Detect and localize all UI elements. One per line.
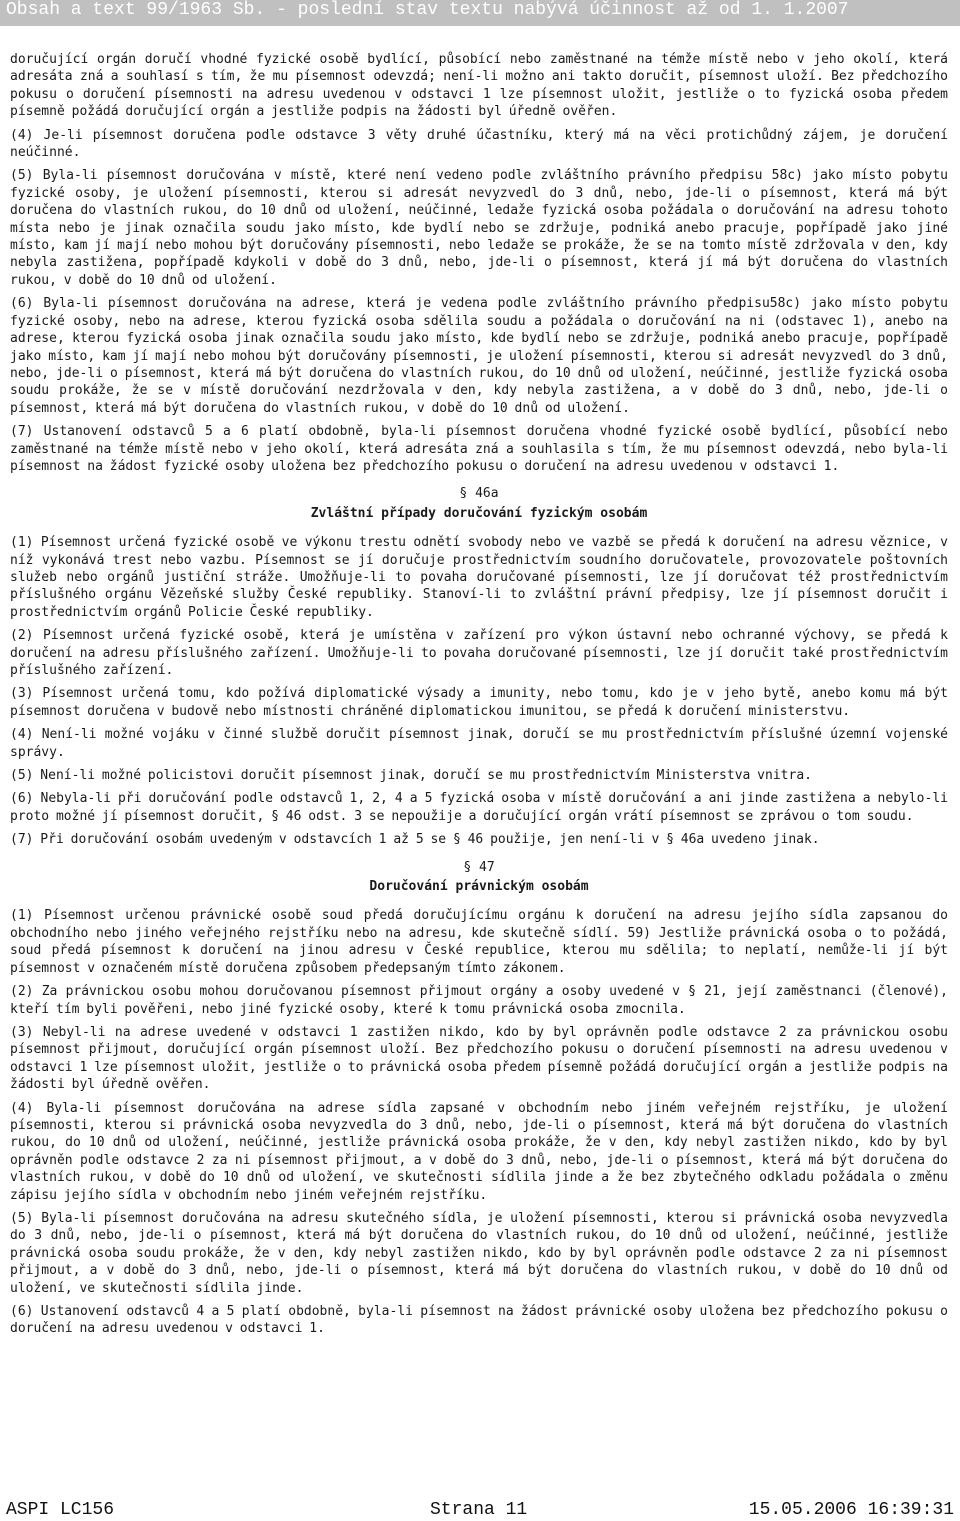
paragraph: doručující orgán doručí vhodné fyzické osobě bydlící, působící nebo zaměstnané na témže místě nebo v jeho okolí, která adresáta zná a souhlasí s tím, že mu písemnost odevzdá; není-li možno ani takto doručit, písemnost uloží. Bez předchozího pokusu o doručení písemnosti na adresu uvedenou v odstavci 1 lze písemnost uložit, jestliže o to fyzická osoba předem písemně požádá doručující orgán a jestliže podpis na žádosti byl úředně ověřen. — [10, 52, 948, 120]
paragraph: (4) Není-li možné vojáku v činné službě doručit písemnost jinak, doručí se mu prostřednictvím příslušné územní vojenské správy. — [10, 727, 948, 760]
paragraph: (2) Písemnost určená fyzické osobě, která je umístěna v zařízení pro výkon ústavní nebo ochranné výchovy, se předá k doručení na adresu příslušného zařízení. Umožňuje-li to povaha doručované písemnosti, lze jí doručit také prostřednictvím příslušného zařízení. — [10, 628, 948, 678]
paragraph: (1) Písemnost určenou právnické osobě soud předá doručujícímu orgánu k doručení na adresu jejího sídla zapsanou do obchodního nebo jiného veřejného rejstříku nebo na adresu, kde skutečně sídlí. 59) Jestliže právnická osoba o to požádá, soud předá písemnost k doručení na jinou adresu v České republice, kterou mu sdělila; to neplatí, nemůže-li jí být písemnost v označeném místě doručena způsobem předepsaným tímto zákonem. — [10, 908, 948, 976]
footer-source: ASPI LC156 — [6, 1500, 115, 1520]
paragraph: (6) Nebyla-li při doručování podle odstavců 1, 2, 4 a 5 fyzická osoba v místě doručování a ani jinde zastižena a nebylo-li proto možné jí písemnost doručit, § 46 odst. 3 se nepoužije a doručující orgán vrátí písemnost se zprávou o tom soudu. — [10, 791, 948, 824]
paragraph: (1) Písemnost určená fyzické osobě ve výkonu trestu odnětí svobody nebo ve vazbě se předá k doručení na adresu věznice, v níž vykonává trest nebo vazbu. Písemnost se jí doručuje prostřednictvím soudního doručovatele, provozovatele poštovních služeb nebo orgánů justiční stráže. Umožňuje-li to povaha doručované písemnosti, lze jí doručovat též prostřednictvím příslušného orgánu Vězeňské služby České republiky. Stanoví-li to zvláštní právní předpisy, lze jí písemnost doručit i prostřednictvím orgánů Policie České republiky. — [10, 535, 948, 620]
document-header — [0, 0, 960, 26]
paragraph: (5) Není-li možné policistovi doručit písemnost jinak, doručí se mu prostřednictvím Ministerstva vnitra. — [10, 768, 812, 784]
paragraph: (3) Písemnost určená tomu, kdo požívá diplomatické výsady a imunity, nebo tomu, kdo je v jeho bytě, anebo komu má být písemnost doručena v budově nebo místnosti chráněné diplomatickou imunitou, se předá k doručení ministerstvu. — [10, 686, 948, 719]
paragraph: (4) Byla-li písemnost doručována na adrese sídla zapsané v obchodním nebo jiném veřejném rejstříku, je uložení písemnosti, kterou si právnická osoba nevyzvedla do 3 dnů, nebo, jde-li o písemnost, která má být doručena do vlastních rukou, do 10 dnů od uložení, neúčinné, jestliže právnická osoba prokáže, že v den, kdy nebyl zastižen nikdo, kdo by byl oprávněn podle odstavce 2 za ni písemnost přijmout, a v době do 3 dnů, nebo, jde-li o písemnost, která má být doručena do vlastních rukou, v době do 10 dnů od uložení, ve skutečnosti sídlila jinde a že bez zbytečného odkladu požádala o změnu zápisu jejího sídla v obchodním nebo jiném veřejném rejstříku. — [10, 1100, 948, 1203]
section-title: Doručování právnickým osobám — [369, 879, 589, 895]
section-title: Zvláštní případy doručování fyzickým osobám — [310, 505, 648, 521]
document-footer — [0, 1500, 960, 1521]
footer-timestamp: 15.05.2006 16:39:31 — [748, 1500, 954, 1520]
paragraph: (4) Je-li písemnost doručena podle odstavce 3 věty druhé účastníku, který má na věci protichůdný zájem, je doručení neúčinné. — [10, 127, 948, 161]
paragraph: (2) Za právnickou osobu mohou doručovanou písemnost přijmout orgány a osoby uvedené v § 21, její zaměstnanci (členové), kteří tím byli pověřeni, nebo jiné fyzické osoby, které k tomu právnická osoba zmocnila. — [10, 984, 948, 1017]
paragraph: (7) Při doručování osobám uvedeným v odstavcích 1 až 5 se § 46 použije, jen není-li v § 46a uvedeno jinak. — [10, 832, 820, 848]
section-number: § 46a — [459, 486, 499, 502]
document-title: Obsah a text 99/1963 Sb. - poslední stav textu nabývá účinnost až od 1. 1.2007 — [6, 0, 849, 20]
paragraph: (5) Byla-li písemnost doručována na adresu skutečného sídla, je uložení písemnosti, kterou si právnická osoba nevyzvedla do 3 dnů, nebo, jde-li o písemnost, která má být doručena do vlastních rukou, do 10 dnů od uložení, neúčinné, jestliže právnická osoba soudu prokáže, že v den, kdy nebyl zastižen nikdo, kdo by byl oprávněn podle odstavce 2 za ni písemnost přijmout, a v době do 3 dnů, nebo, jde-li o písemnost, která má být doručena do vlastních rukou, v době do 10 dnů od uložení, ve skutečnosti sídlila jinde. — [10, 1210, 948, 1296]
paragraph: (6) Byla-li písemnost doručována na adrese, která je vedena podle zvláštního právního předpisu58c) jako místo pobytu fyzické osoby, nebo na adrese, kterou fyzická osoba sdělila soudu a požádala o doručování na ni (odstavec 1), anebo na adrese, kterou fyzická osoba jinak označila soudu jako místo, kde bydlí nebo se zdržuje, podniká anebo pracuje, popřípadě jako místo, kam jí mají nebo mohou být doručovány písemnosti, je uložení písemnosti, kterou si adresát nevyzvedl do 3 dnů, nebo, jde-li o písemnost, která má být doručena do vlastních rukou, do 10 dnů od uložení, neúčinné, jestliže fyzická osoba soudu prokáže, že se v místě doručování nezdržovala v den, kdy nebyla zastižena, a v době do 3 dnů, nebo, jde-li o písemnost, která má být doručena do vlastních rukou, v době do 10 dnů od uložení. — [10, 296, 948, 416]
paragraph: (3) Nebyl-li na adrese uvedené v odstavci 1 zastižen nikdo, kdo by byl oprávněn podle odstavce 2 za právnickou osobu písemnost přijmout, doručující orgán písemnost uloží. Bez předchozího pokusu o doručení písemnosti na adresu uvedenou v odstavci 1 lze písemnost uložit, jestliže o to právnická osoba předem písemně požádá doručující orgán a jestliže podpis na žádosti byl úředně ověřen. — [10, 1024, 948, 1093]
paragraph: (6) Ustanovení odstavců 4 a 5 platí obdobně, byla-li písemnost na žádost právnické osoby uložena bez předchozího pokusu o doručení na adresu uvedenou v odstavci 1. — [10, 1304, 948, 1337]
section-number: § 47 — [463, 859, 495, 875]
paragraph: (7) Ustanovení odstavců 5 a 6 platí obdobně, byla-li písemnost doručena vhodné fyzické osobě bydlící, působící nebo zaměstnané na témže místě nebo v jeho okolí, která adresáta zná a souhlasila s tím, že mu písemnost odevzdá, nebo byla-li písemnost na žádost fyzické osoby uložena bez předchozího pokusu o doručení na adresu uvedenou v odstavci 1. — [10, 424, 948, 474]
footer-page-number: Strana 11 — [430, 1500, 528, 1520]
paragraph: (5) Byla-li písemnost doručována v místě, které není vedeno podle zvláštního právního předpisu 58c) jako místo pobytu fyzické osoby, je uložení písemnosti, kterou si adresát nevyzvedl do 3 dnů, nebo, jde-li o písemnost, která má být doručena do vlastních rukou, do 10 dnů od uložení, neúčinné, ledaže fyzická osoba požádala o doručování na adresu tohoto místa nebo je jinak označila soudu jako místo, kde bydlí nebo se zdržuje, podniká anebo pracuje, popřípadě jako jiné místo, kam jí mají nebo mohou být doručovány písemnosti, nebo ledaže se prokáže, že se na tomto místě zdržovala v den, kdy nebyla zastižena, popřípadě kdykoli v době do 3 dnů, nebo, jde-li o písemnost, která jí má být doručena do vlastních rukou, v době do 10 dnů od uložení. — [10, 168, 948, 288]
document-body — [10, 51, 948, 1344]
